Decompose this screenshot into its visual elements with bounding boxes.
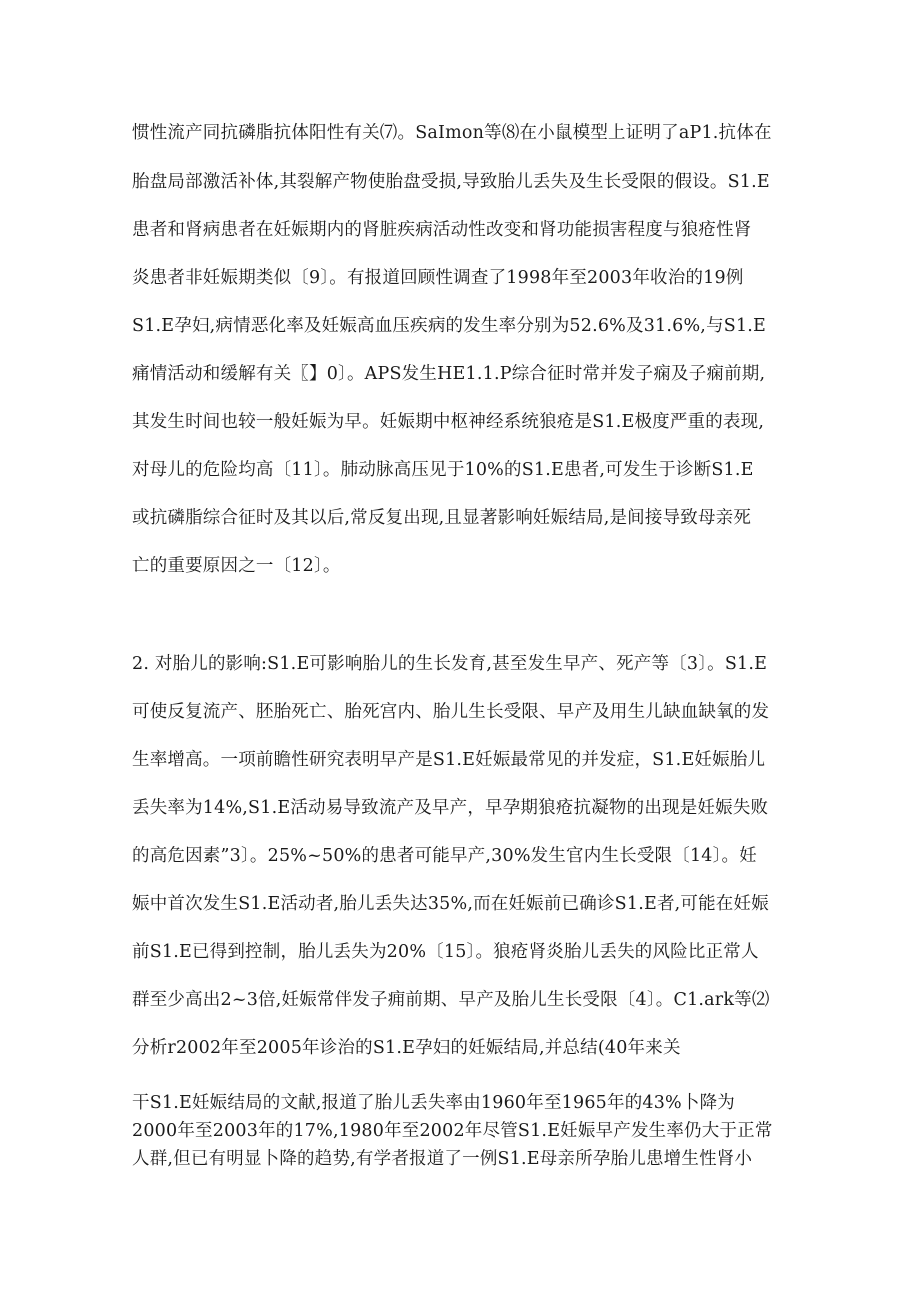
paragraph-1-line-10: 亡的重要原因之一〔12〕。 [132, 556, 341, 576]
paragraph-2-line-8: 群至少高出2~3倍,妊娠常伴发子痈前期、早产及胎儿生长受限〔4〕。C1.ark等⑵ [132, 990, 770, 1010]
paragraph-1-line-9: 或抗磷脂综合征时及其以后,常反复出现,且显著影响妊娠结局,是间接导致母亲死 [132, 508, 752, 528]
paragraph-1-line-7: 其发生时间也较一般妊娠为早。妊娠期中枢神经系统狼疮是S1.E极度严重的表现, [132, 412, 765, 432]
paragraph-2-line-3: 生率增高。一项前瞻性研究表明早产是S1.E妊娠最常见的并发症，S1.E妊娠胎儿 [132, 750, 766, 770]
paragraph-1-line-5: S1.E孕妇,病情恶化率及妊娠高血压疾病的发生率分别为52.6%及31.6%,与S1.E [132, 316, 767, 336]
paragraph-1-line-8: 对母儿的危险均高〔11〕。肺动脉高压见于10%的S1.E患者,可发生于诊断S1.E [132, 460, 754, 480]
paragraph-1-line-3: 患者和肾病患者在妊娠期内的肾脏疾病活动性改变和肾功能损害程度与狼疮性肾 [132, 220, 752, 240]
paragraph-2-line-2: 可使反复流产、胚胎死亡、胎死宫内、胎儿生长受限、早产及用生儿缺血缺氧的发 [132, 702, 770, 722]
paragraph-3-line-1: 干S1.E妊娠结局的文献,报道了胎儿丢失率由1960年至1965年的43%卜降为 [132, 1093, 735, 1113]
paragraph-1-line-6: 痛情活动和缓解有关〖】0〕。APS发生HE1.1.P综合征时常并发子痫及子痫前期, [132, 364, 766, 384]
paragraph-2-line-7: 前S1.E已得到控制，胎儿丢失为20%〔15〕。狼疮肾炎胎儿丢失的风险比正常人 [132, 942, 759, 962]
paragraph-2-line-9: 分析r2002年至2005年诊治的S1.E孕妇的妊娠结局,并总结(40年来关 [132, 1038, 681, 1058]
paragraph-2-line-1: 2. 对胎儿的影响:S1.E可影响胎儿的生长发育,甚至发生早产、死产等〔3〕。S1.E [132, 654, 768, 674]
paragraph-3-line-2: 2000年至2003年的17%,1980年至2002年尽管S1.E妊娠早产发生率仍大于正常 [132, 1121, 773, 1141]
paragraph-2-line-5: 的高危因素”3〕。25%~50%的患者可能早产,30%发生官内生长受限〔14〕。妊 [132, 846, 757, 866]
paragraph-3-line-3: 人群,但已有明显卜降的趋势,有学者报道了一例S1.E母亲所孕胎儿患增生性肾小 [132, 1149, 753, 1169]
paragraph-2-line-4: 丢失率为14%,S1.E活动易导致流产及早产，早孕期狼疮抗凝物的出现是妊娠失败 [132, 798, 769, 818]
paragraph-1-line-2: 胎盘局部激活补体,其裂解产物使胎盘受损,导致胎儿丢失及生长受限的假设。S1.E [132, 172, 770, 192]
paragraph-2-line-6: 娠中首次发生S1.E活动者,胎儿丢失达35%,而在妊娠前已确诊S1.E者,可能在妊娠 [132, 894, 769, 914]
paragraph-1-line-4: 炎患者非妊娠期类似〔9〕。有报道回顾性调查了1998年至2003年收治的19例 [132, 268, 744, 288]
paragraph-1-line-1: 惯性流产同抗磷脂抗体阳性有关⑺。SaImon等⑻在小鼠模型上证明了aP1.抗体在 [132, 123, 772, 143]
